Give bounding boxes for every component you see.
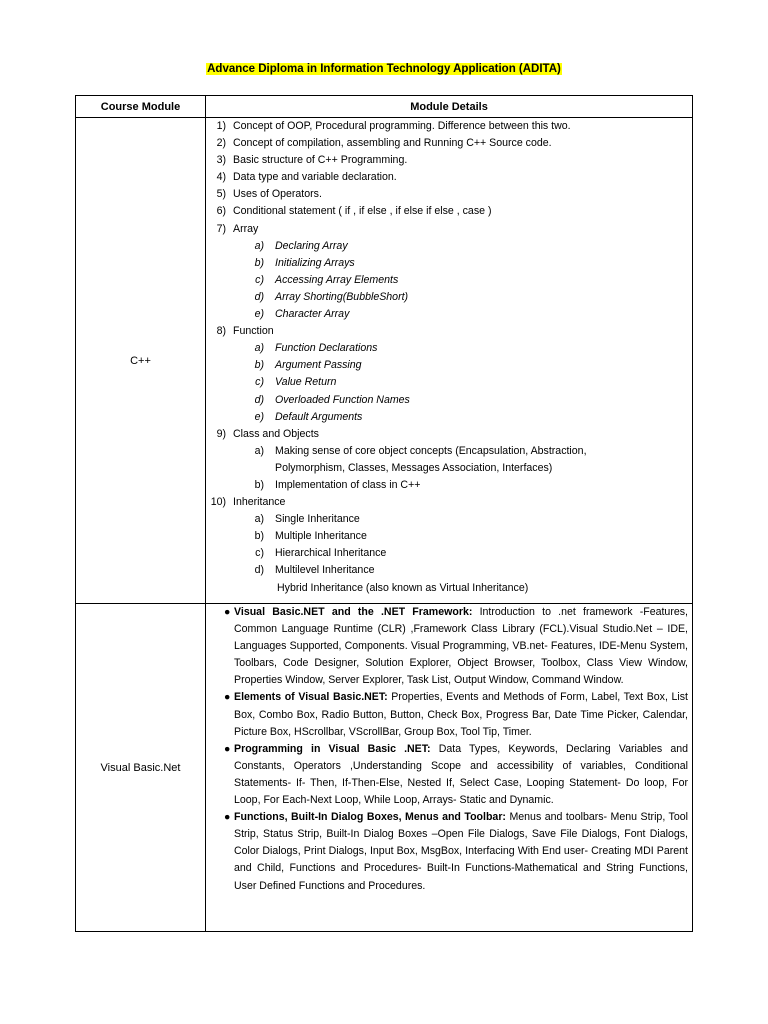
header-course-module: Course Module <box>76 96 206 118</box>
list-item <box>206 169 692 186</box>
sub-list-item <box>206 511 692 528</box>
bullet-icon: ● <box>224 606 231 618</box>
item-text: Multiple Inheritance <box>275 530 367 543</box>
item-letter: d) <box>254 290 264 303</box>
item-text: Data type and variable declaration. <box>233 171 397 184</box>
item-text: Conditional statement ( if , if else , if else if else , case ) <box>233 205 492 218</box>
item-number: 9) <box>216 427 226 440</box>
item-text: Default Arguments <box>275 410 363 423</box>
sub-list-item-continuation <box>206 460 692 477</box>
item-text: Implementation of class in C++ <box>275 478 421 491</box>
list-item <box>206 809 692 894</box>
item-letter: b) <box>254 478 264 491</box>
item-letter: a) <box>254 239 264 252</box>
list-item <box>206 494 692 511</box>
vb-topic-list <box>206 604 692 895</box>
item-text: Argument Passing <box>275 359 362 372</box>
sub-list-item-continuation <box>206 580 692 597</box>
list-item <box>206 604 692 689</box>
list-item <box>206 689 692 740</box>
item-text: Uses of Operators. <box>233 188 322 201</box>
item-text: Making sense of core object concepts (Encapsulation, Abstraction, <box>275 444 587 457</box>
sub-list-item <box>206 374 692 391</box>
bullet-icon: ● <box>224 811 231 824</box>
list-item <box>206 152 692 169</box>
header-module-details: Module Details <box>206 96 693 118</box>
item-text: Hybrid Inheritance (also known as Virtual Inheritance) <box>277 581 529 594</box>
item-letter: b) <box>254 359 264 372</box>
topic-heading: Visual Basic.NET and the .NET Framework: <box>234 606 473 618</box>
sub-list-item <box>206 409 692 426</box>
item-text: Inheritance <box>233 496 286 509</box>
item-text: Array <box>233 222 259 235</box>
document-title: Advance Diploma in Information Technology Application (ADITA) <box>207 63 561 75</box>
item-letter: c) <box>255 547 264 560</box>
sub-list-item <box>206 340 692 357</box>
list-item <box>206 323 692 340</box>
sub-list-item <box>206 272 692 289</box>
item-text: Declaring Array <box>275 239 348 252</box>
bullet-icon: ● <box>224 742 231 755</box>
topic-text: Data Types, Keywords, Declaring Variables and Constants, Operators ,Understanding Scope and accessibility of variables, Conditional Statements- If- Then, If-Then-Else, Nested If, Select Case, Looping Statement- Do loop, For Loop, For Each-Next Loop, While Loop, Arrays- Static and Dynamic. <box>234 742 689 807</box>
item-text: Character Array <box>275 308 350 321</box>
list-item <box>206 741 692 809</box>
syllabus-table <box>75 95 693 932</box>
sub-list-item <box>206 238 692 255</box>
list-item <box>206 118 692 135</box>
bullet-icon: ● <box>224 691 231 704</box>
list-item <box>206 135 692 152</box>
item-number: 6) <box>216 205 226 218</box>
table-row-vb <box>76 604 693 932</box>
item-text: Basic structure of C++ Programming. <box>233 154 408 167</box>
topic-text: Menus and toolbars- Menu Strip, Tool Strip, Status Strip, Built-In Dialog Boxes –Open File Dialogs, Save File Dialogs, Font Dialogs, Color Dialogs, Print Dialogs, Input Box, MsgBox, Interfacing With End user- Creating MDI Parent and Child, Functions and Procedures- Built-In Functions-Mathematical and String Functions, User Defined Functions and Procedures. <box>234 811 688 892</box>
sub-list-item <box>206 289 692 306</box>
table-row-cpp <box>76 118 693 604</box>
table-header-row <box>76 96 693 118</box>
module-name-vb: Visual Basic.Net <box>76 604 206 932</box>
item-text: Polymorphism, Classes, Messages Association, Interfaces) <box>275 461 553 474</box>
item-number: 2) <box>216 137 226 150</box>
module-name-cpp: C++ <box>76 118 206 604</box>
item-letter: a) <box>254 342 264 355</box>
item-number: 4) <box>216 171 226 184</box>
item-text: Hierarchical Inheritance <box>275 547 387 560</box>
item-text: Function Declarations <box>275 342 378 355</box>
topic-text: Properties, Events and Methods of Form, Label, Text Box, List Box, Combo Box, Radio Button, Button, Check Box, Progress Bar, Date Time Picker, Calendar, Picture Box, HScrollbar, VScrollBar, Group Box, Tool Tip, Timer. <box>234 691 688 738</box>
item-letter: e) <box>254 410 264 423</box>
topic-text: Introduction to .net framework -Features, Common Language Runtime (CLR) ,Framework Class Library (FCL).Visual Studio.Net – IDE, Languages Supported, Components. Visual Programming, VB.net- Features, IDE-Menu System, Toolbars, Code Designer, Solution Explorer, Object Browser, Toolbox, Class View Window, Properties Window, Server Explorer, Task List, Output Window, Command Window. <box>234 606 688 687</box>
item-number: 8) <box>216 325 226 338</box>
module-details-cpp <box>206 118 693 604</box>
item-letter: b) <box>254 256 264 269</box>
item-text: Concept of OOP, Procedural programming. Difference between this two. <box>233 120 571 132</box>
item-number: 1) <box>216 120 226 132</box>
sub-list-item <box>206 306 692 323</box>
sub-list-item <box>206 528 692 545</box>
topic-heading: Functions, Built-In Dialog Boxes, Menus and Toolbar: <box>234 811 506 824</box>
topic-heading: Programming in Visual Basic .NET: <box>234 742 431 755</box>
sub-list-item <box>206 545 692 562</box>
item-text: Initializing Arrays <box>275 256 355 269</box>
item-number: 5) <box>216 188 226 201</box>
item-text: Value Return <box>275 376 337 389</box>
sub-list-item <box>206 357 692 374</box>
item-letter: c) <box>255 273 264 286</box>
item-text: Single Inheritance <box>275 513 360 526</box>
sub-list-item <box>206 392 692 409</box>
item-text: Class and Objects <box>233 427 319 440</box>
item-number: 7) <box>216 222 226 235</box>
item-text: Accessing Array Elements <box>275 273 399 286</box>
topic-heading: Elements of Visual Basic.NET: <box>234 691 388 704</box>
item-text: Overloaded Function Names <box>275 393 410 406</box>
item-text: Multilevel Inheritance <box>275 564 375 577</box>
item-letter: a) <box>254 513 264 526</box>
module-details-vb <box>206 604 693 932</box>
item-letter: a) <box>254 444 264 457</box>
item-letter: d) <box>254 393 264 406</box>
sub-list-item <box>206 477 692 494</box>
item-number: 10) <box>210 496 226 509</box>
item-text: Concept of compilation, assembling and Running C++ Source code. <box>233 137 552 150</box>
list-item <box>206 186 692 203</box>
item-text: Function <box>233 325 274 338</box>
item-letter: c) <box>255 376 264 389</box>
sub-list-item <box>206 255 692 272</box>
item-number: 3) <box>216 154 226 167</box>
sub-list-item <box>206 562 692 579</box>
list-item <box>206 426 692 443</box>
item-letter: b) <box>254 530 264 543</box>
item-letter: d) <box>254 564 264 577</box>
list-item <box>206 221 692 238</box>
sub-list-item <box>206 443 692 460</box>
item-text: Array Shorting(BubbleShort) <box>275 290 409 303</box>
list-item <box>206 203 692 220</box>
item-letter: e) <box>254 308 264 321</box>
